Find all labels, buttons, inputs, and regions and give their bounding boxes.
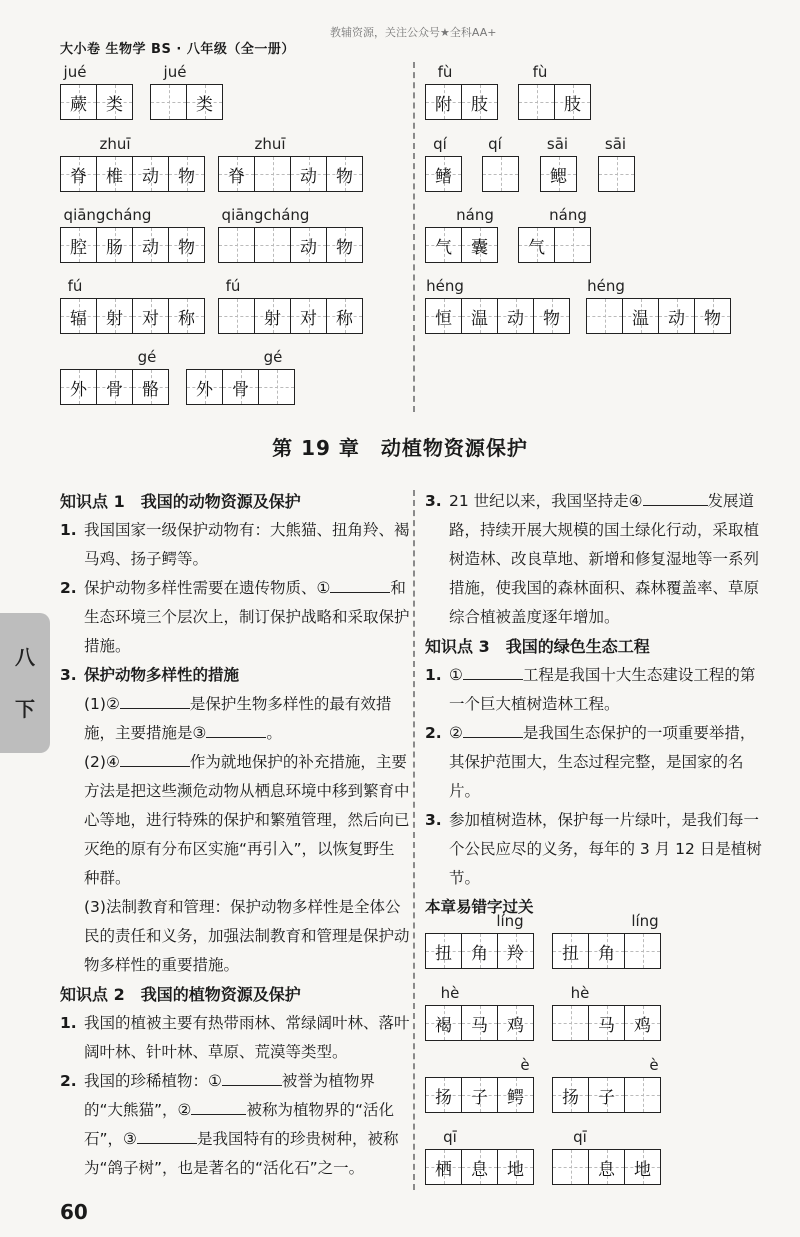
writing-grid <box>425 1077 534 1113</box>
grid-cell <box>625 1150 660 1184</box>
grid-cell <box>462 1150 498 1184</box>
grid-cell <box>498 1078 533 1112</box>
writing-grid <box>218 156 363 192</box>
grid-cell <box>219 157 255 191</box>
writing-grid <box>552 1005 661 1041</box>
grid-cell-blank[interactable] <box>219 228 255 262</box>
item-text: 参加植树造林，保护每一片绿叶，是我们每一个公民应尽的义务，每年的 3 月 12 日是植树节。 <box>449 811 762 887</box>
grid-cell <box>426 85 462 119</box>
item-number: 3. <box>425 492 442 510</box>
grid-char: 蕨 <box>70 94 87 115</box>
grid-char: 辐 <box>70 308 87 329</box>
grid-cell <box>426 157 461 191</box>
grid-char: 气 <box>435 237 452 258</box>
item-number: 1. <box>60 1014 77 1032</box>
grid-cell <box>133 157 169 191</box>
grid-cell <box>695 299 730 333</box>
pinyin-label: fú <box>67 277 83 295</box>
writing-grid <box>186 369 295 405</box>
grid-char: 鳍 <box>435 166 452 187</box>
grid-cell <box>169 228 204 262</box>
grid-char: 羚 <box>507 943 524 964</box>
grid-char: 椎 <box>106 166 123 187</box>
page-number: 60 <box>60 1200 88 1224</box>
pinyin-label: è <box>649 1056 659 1074</box>
pinyin-label: hè <box>440 984 460 1002</box>
grid-cell <box>223 370 259 404</box>
grid-cell <box>498 934 533 968</box>
grid-cell-blank[interactable] <box>625 934 660 968</box>
grid-char: 鸡 <box>634 1015 651 1036</box>
answer-blank[interactable] <box>463 719 523 738</box>
grid-char: 动 <box>142 166 159 187</box>
grid-cell-blank[interactable] <box>483 157 518 191</box>
grid-cell <box>426 228 462 262</box>
writing-grid <box>552 1149 661 1185</box>
writing-grid <box>60 156 205 192</box>
grid-cell <box>555 85 590 119</box>
error-prone-title: 本章易错字过关 <box>425 898 534 916</box>
sub-item: (3)法制教育和管理：保护动物多样性是全体公民的责任和义务，加强法制教育和管理是保护动物多样性的重要措施。 <box>84 898 410 974</box>
grid-cell <box>426 1078 462 1112</box>
item-text: 我国国家一级保护动物有：大熊猫、扭角羚、褐马鸡、扬子鳄等。 <box>84 521 410 568</box>
grid-char: 扬 <box>435 1087 452 1108</box>
grid-cell-blank[interactable] <box>599 157 634 191</box>
grid-char: 子 <box>598 1087 615 1108</box>
grid-char: 扭 <box>435 943 452 964</box>
grid-cell-blank[interactable] <box>625 1078 660 1112</box>
writing-grid <box>60 84 133 120</box>
side-tab-bottom: 下 <box>15 697 35 721</box>
pinyin-label: qí <box>488 135 502 153</box>
pinyin-label: héng <box>587 277 625 295</box>
pinyin-label: gé <box>137 348 157 366</box>
grid-char: 角 <box>598 943 615 964</box>
sub-text: (2)④ <box>84 753 120 771</box>
answer-blank[interactable] <box>206 719 266 738</box>
writing-grid <box>425 1005 534 1041</box>
pinyin-label: qiāngcháng <box>221 206 310 224</box>
grid-cell <box>133 228 169 262</box>
grid-cell <box>541 157 576 191</box>
item-text: 是我国特有的珍贵树种，被称为“鸽子树”，也是著名的“活化石”之一。 <box>84 1130 399 1177</box>
answer-blank[interactable] <box>643 487 708 506</box>
item-number: 2. <box>60 579 77 597</box>
sub-item <box>60 690 410 748</box>
grid-cell <box>61 85 97 119</box>
grid-char: 马 <box>598 1015 615 1036</box>
grid-cell <box>97 370 133 404</box>
grid-cell-blank[interactable] <box>151 85 187 119</box>
grid-cell <box>187 85 222 119</box>
pinyin-label: qiāngcháng <box>63 206 152 224</box>
grid-char: 囊 <box>471 237 488 258</box>
grid-cell <box>534 299 569 333</box>
grid-cell <box>589 1150 625 1184</box>
list-item <box>425 487 770 632</box>
writing-grid <box>552 1077 661 1113</box>
grid-cell-blank[interactable] <box>519 85 555 119</box>
sub-text: 作为就地保护的补充措施，主要方法是把这些濒危动物从栖息环境中移到繁育中心等地，进行特殊的保护和繁殖管理，然后向已灭绝的原有分布区实施“再引入”，以恢复野生种群。 <box>84 753 410 887</box>
grid-cell <box>589 934 625 968</box>
grid-char: 类 <box>196 94 213 115</box>
grid-char: 地 <box>634 1159 651 1180</box>
grid-char: 对 <box>142 308 159 329</box>
watermark-text: 教辅资源，关注公众号★全科AA+ <box>330 26 497 39</box>
grid-cell <box>255 299 291 333</box>
item-number: 2. <box>425 724 442 742</box>
grid-char: 动 <box>668 308 685 329</box>
writing-grid <box>60 227 205 263</box>
grid-cell <box>61 299 97 333</box>
grid-char: 射 <box>106 308 123 329</box>
grid-char: 动 <box>300 237 317 258</box>
grid-cell <box>291 228 327 262</box>
grid-char: 温 <box>632 308 649 329</box>
grid-char: 物 <box>543 308 560 329</box>
list-item <box>60 661 410 690</box>
item-text: ① <box>449 666 463 684</box>
grid-char: 骨 <box>232 379 249 400</box>
grid-cell-blank[interactable] <box>219 299 255 333</box>
writing-grid <box>482 156 519 192</box>
pinyin-label: è <box>520 1056 530 1074</box>
grid-cell <box>462 1006 498 1040</box>
answer-blank[interactable] <box>120 748 190 767</box>
grid-char: 称 <box>178 308 195 329</box>
list-item <box>425 719 770 806</box>
pinyin-label: fú <box>225 277 241 295</box>
writing-grid <box>425 84 498 120</box>
grid-char: 称 <box>336 308 353 329</box>
grid-char: 物 <box>704 308 721 329</box>
grid-cell <box>291 157 327 191</box>
knowledge-point-title: 知识点 1 我国的动物资源及保护 <box>60 492 301 511</box>
grid-char: 褐 <box>435 1015 452 1036</box>
item-text: 发展道路，持续开展大规模的国土绿化行动，采取植树造林、改良草地、新增和修复湿地等一系列措施，使我国的森林面积、森林覆盖率、草原综合植被盖度逐年增加。 <box>449 492 760 626</box>
grid-char: 肢 <box>471 94 488 115</box>
pinyin-label: líng <box>631 912 659 930</box>
knowledge-point-title: 知识点 3 我国的绿色生态工程 <box>425 637 650 656</box>
pinyin-label: qí <box>433 135 447 153</box>
grid-cell-blank[interactable] <box>255 228 291 262</box>
item-number: 1. <box>60 521 77 539</box>
grid-cell <box>462 1078 498 1112</box>
grid-char: 物 <box>336 166 353 187</box>
grid-char: 骼 <box>142 379 159 400</box>
pinyin-label: líng <box>496 912 524 930</box>
grid-cell <box>623 299 659 333</box>
pinyin-label: jué <box>63 63 87 81</box>
writing-grid <box>540 156 577 192</box>
writing-grid <box>552 933 661 969</box>
grid-cell <box>327 228 362 262</box>
pinyin-label: fù <box>532 63 548 81</box>
grid-cell <box>187 370 223 404</box>
answer-blank[interactable] <box>330 574 368 593</box>
grid-char: 鳄 <box>507 1087 524 1108</box>
grid-cell <box>426 934 462 968</box>
item-number: 3. <box>60 666 77 684</box>
grid-cell <box>519 228 555 262</box>
grid-cell <box>97 85 132 119</box>
pinyin-label: gé <box>263 348 283 366</box>
grid-cell <box>61 370 97 404</box>
grid-char: 角 <box>471 943 488 964</box>
answer-blank[interactable] <box>368 574 390 593</box>
grid-char: 物 <box>178 166 195 187</box>
item-text: 21 世纪以来，我国坚持走④ <box>449 492 643 510</box>
pinyin-label: zhuī <box>254 135 286 153</box>
item-text: ② <box>449 724 463 742</box>
grid-char: 物 <box>336 237 353 258</box>
grid-cell <box>133 299 169 333</box>
grid-cell <box>625 1006 660 1040</box>
writing-grid <box>60 369 169 405</box>
writing-grid <box>425 227 498 263</box>
grid-cell <box>498 299 534 333</box>
item-text: 工程是我国十大生态建设工程的第一个巨大植树造林工程。 <box>449 666 756 713</box>
writing-grid <box>425 156 462 192</box>
grid-cell <box>498 1150 533 1184</box>
pinyin-label: qī <box>443 1128 457 1146</box>
grid-char: 肢 <box>564 94 581 115</box>
grid-char: 脊 <box>70 166 87 187</box>
writing-grid <box>598 156 635 192</box>
grid-char: 扬 <box>562 1087 579 1108</box>
grid-cell <box>97 228 133 262</box>
pinyin-label: sāi <box>604 135 627 153</box>
writing-grid <box>425 1149 534 1185</box>
pinyin-label: náng <box>456 206 494 224</box>
answer-blank[interactable] <box>191 1096 246 1115</box>
grid-cell <box>426 299 462 333</box>
item-text: 和生态环境三个层次上，制订保护战略和采取保护措施。 <box>84 579 410 655</box>
grade-side-tab <box>0 613 50 753</box>
pinyin-label: hè <box>570 984 590 1002</box>
item-text: 被誉为植物界的“大熊猫”，② <box>84 1072 375 1119</box>
item-text: 是我国生态保护的一项重要举措，其保护范围大，生态过程完整，是国家的名片。 <box>449 724 756 800</box>
grid-char: 对 <box>300 308 317 329</box>
grid-cell <box>169 299 204 333</box>
item-text: 被称为植物界的“活化石”，③ <box>84 1101 394 1148</box>
grid-char: 地 <box>507 1159 524 1180</box>
grid-char: 气 <box>528 237 545 258</box>
grid-cell <box>97 157 133 191</box>
writing-grid <box>586 298 731 334</box>
item-text: 我国的植被主要有热带雨林、常绿阔叶林、落叶阔叶林、针叶林、草原、荒漠等类型。 <box>84 1014 410 1061</box>
grid-cell <box>462 934 498 968</box>
grid-cell <box>61 228 97 262</box>
pinyin-label: qī <box>573 1128 587 1146</box>
writing-grid <box>150 84 223 120</box>
list-item <box>60 1067 410 1183</box>
item-text: 保护动物多样性的措施 <box>84 666 240 684</box>
side-tab-top: 八 <box>15 645 35 669</box>
writing-grid <box>518 227 591 263</box>
grid-cell <box>462 228 497 262</box>
grid-char: 射 <box>264 308 281 329</box>
grid-cell <box>133 370 168 404</box>
grid-cell <box>553 1078 589 1112</box>
item-number: 1. <box>425 666 442 684</box>
grid-char: 外 <box>196 379 213 400</box>
writing-grid <box>218 298 363 334</box>
item-text: 保护动物多样性需要在遗传物质、① <box>84 579 331 597</box>
pinyin-label: náng <box>549 206 587 224</box>
grid-char: 子 <box>471 1087 488 1108</box>
pinyin-label: jué <box>163 63 187 81</box>
knowledge-point-title: 知识点 2 我国的植物资源及保护 <box>60 985 301 1004</box>
grid-cell <box>589 1006 625 1040</box>
writing-grid <box>60 298 205 334</box>
grid-cell <box>327 299 362 333</box>
grid-cell <box>553 934 589 968</box>
sub-text: 是保护生物多样性的最有效措施，主要措施是③ <box>84 695 392 742</box>
item-number: 3. <box>425 811 442 829</box>
pinyin-label: héng <box>426 277 464 295</box>
writing-grid <box>425 933 534 969</box>
item-text: 我国的珍稀植物：① <box>84 1072 222 1090</box>
grid-cell-blank[interactable] <box>255 157 291 191</box>
grid-char: 扭 <box>562 943 579 964</box>
column-divider <box>413 490 415 1190</box>
list-item <box>60 1009 410 1067</box>
grid-cell <box>462 299 498 333</box>
grid-cell-blank[interactable] <box>553 1006 589 1040</box>
grid-cell <box>589 1078 625 1112</box>
list-item <box>60 574 410 661</box>
grid-char: 鸡 <box>507 1015 524 1036</box>
answer-blank[interactable] <box>222 1067 282 1086</box>
grid-cell <box>327 157 362 191</box>
grid-char: 鳃 <box>550 166 567 187</box>
grid-char: 物 <box>178 237 195 258</box>
grid-cell <box>61 157 97 191</box>
chapter-title: 第 19 章 动植物资源保护 <box>272 436 528 460</box>
grid-cell <box>462 85 497 119</box>
list-item <box>425 661 770 719</box>
grid-char: 动 <box>507 308 524 329</box>
grid-char: 肠 <box>106 237 123 258</box>
right-column <box>425 487 770 922</box>
grid-cell <box>426 1150 462 1184</box>
pinyin-label: zhuī <box>99 135 131 153</box>
grid-char: 息 <box>471 1159 488 1180</box>
book-title: 大小卷 生物学 BS · 八年级（全一册） <box>60 42 295 57</box>
grid-cell-blank[interactable] <box>555 228 590 262</box>
grid-char: 脊 <box>228 166 245 187</box>
grid-char: 马 <box>471 1015 488 1036</box>
grid-char: 恒 <box>435 308 452 329</box>
grid-char: 温 <box>471 308 488 329</box>
grid-char: 动 <box>300 166 317 187</box>
grid-char: 栖 <box>435 1159 452 1180</box>
grid-cell <box>169 157 204 191</box>
grid-char: 类 <box>106 94 123 115</box>
list-item <box>60 516 410 574</box>
grid-char: 息 <box>598 1159 615 1180</box>
sub-text: (1)② <box>84 695 120 713</box>
grid-cell-blank[interactable] <box>587 299 623 333</box>
item-number: 2. <box>60 1072 77 1090</box>
pinyin-label: sāi <box>546 135 569 153</box>
answer-blank[interactable] <box>463 661 523 680</box>
grid-char: 外 <box>70 379 87 400</box>
grid-char: 附 <box>435 94 452 115</box>
answer-blank[interactable] <box>137 1125 197 1144</box>
grid-cell <box>659 299 695 333</box>
grid-cell-blank[interactable] <box>553 1150 589 1184</box>
grid-cell <box>498 1006 533 1040</box>
grid-cell <box>291 299 327 333</box>
grid-char: 动 <box>142 237 159 258</box>
sub-text: 。 <box>266 724 282 742</box>
pinyin-label: fù <box>437 63 453 81</box>
writing-grid <box>425 298 570 334</box>
grid-cell <box>97 299 133 333</box>
grid-char: 腔 <box>70 237 87 258</box>
answer-blank[interactable] <box>120 690 190 709</box>
column-divider <box>413 62 415 412</box>
list-item <box>425 806 770 893</box>
sub-item <box>60 748 410 893</box>
writing-grid <box>218 227 363 263</box>
grid-cell <box>426 1006 462 1040</box>
writing-grid <box>518 84 591 120</box>
left-column <box>60 487 410 1183</box>
grid-char: 骨 <box>106 379 123 400</box>
grid-cell-blank[interactable] <box>259 370 294 404</box>
